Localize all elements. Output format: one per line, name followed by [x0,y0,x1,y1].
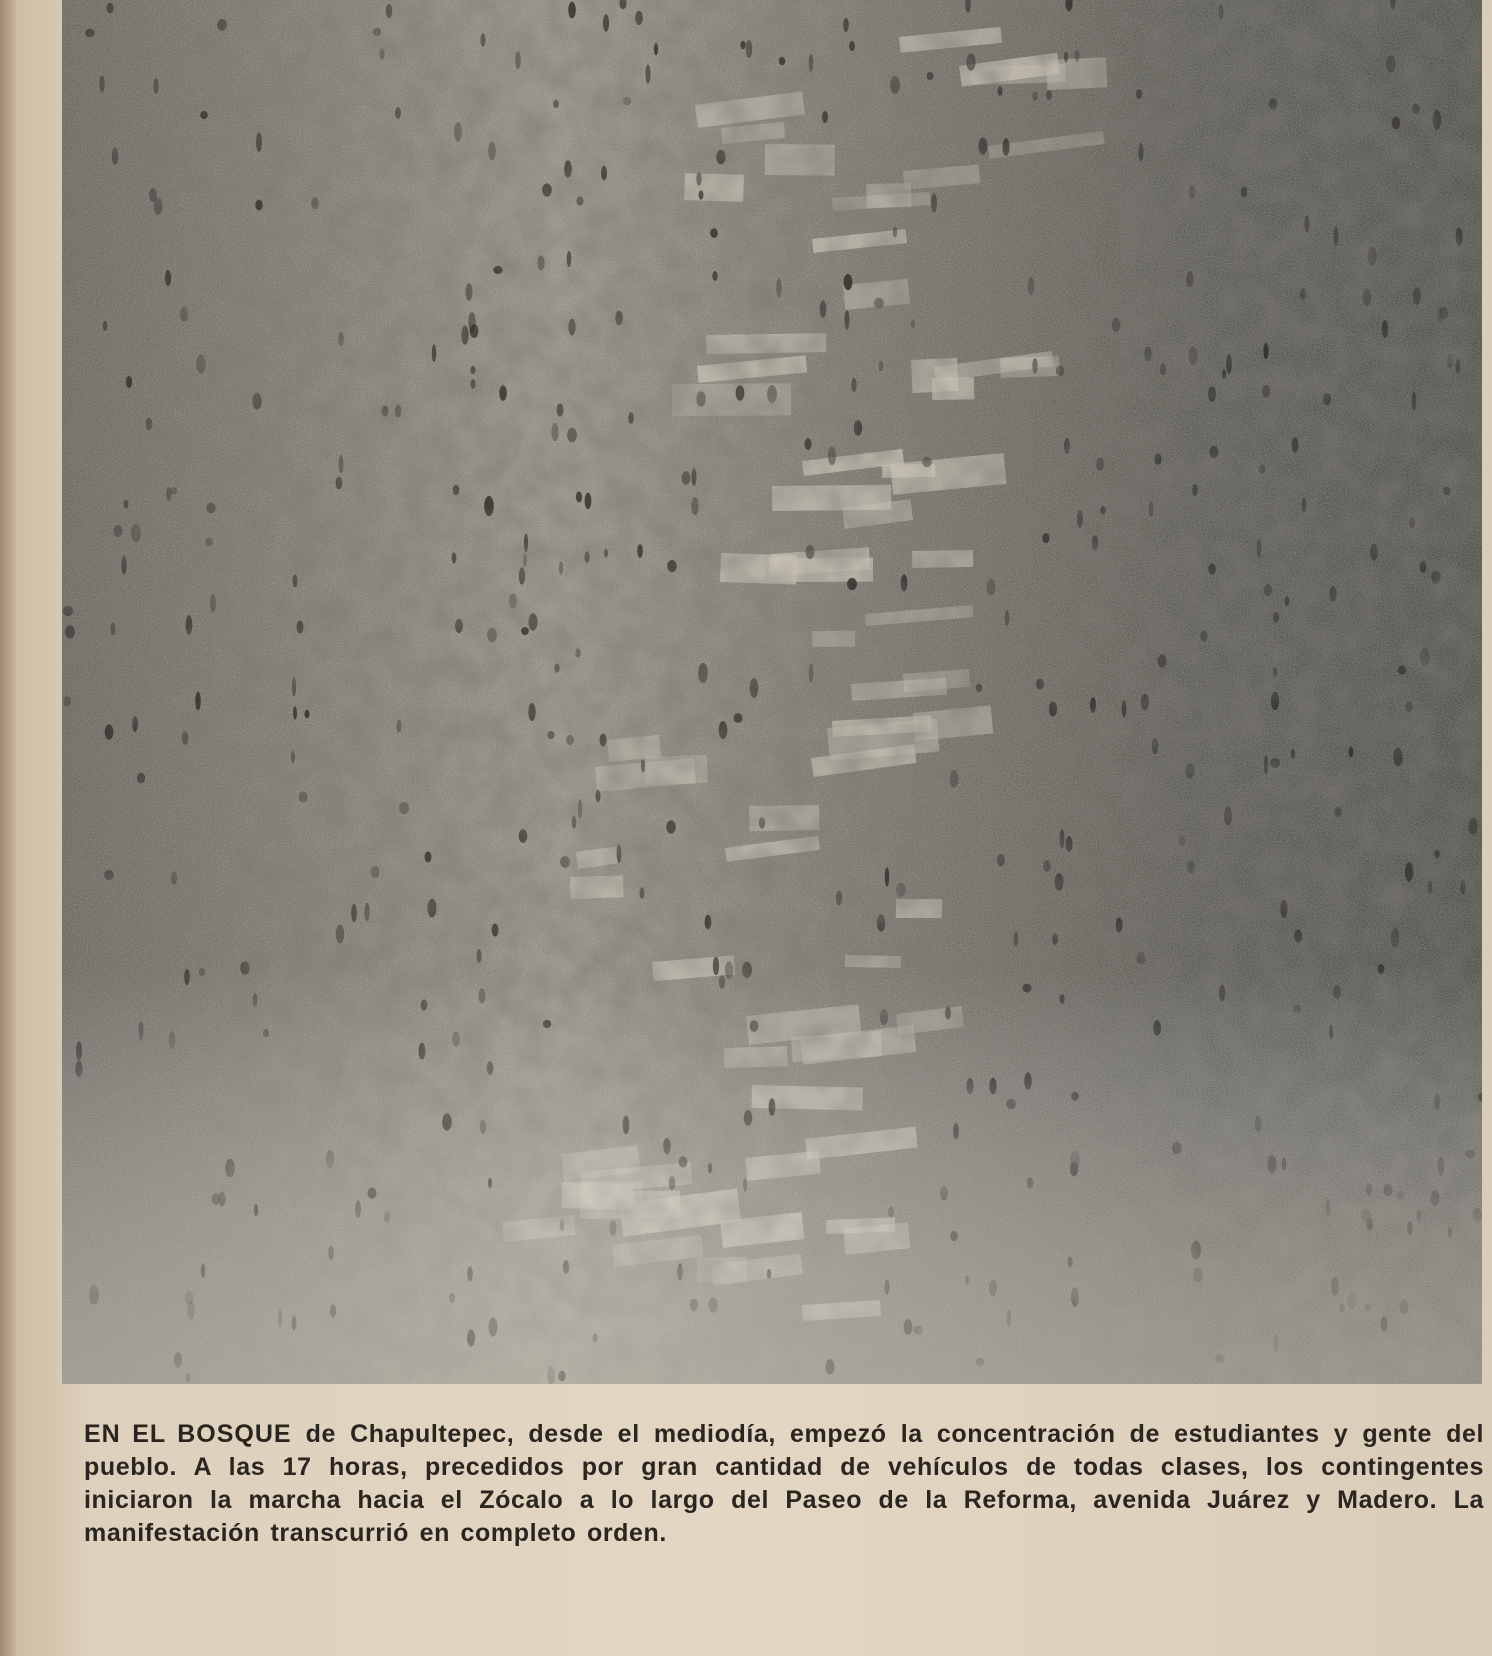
page-edge [0,0,16,1656]
crowd-photo [62,0,1482,1384]
photo-fade [62,0,1482,1384]
caption-body: de Chapultepec, desde el mediodía, empezó la concentración de estudiantes y gente del pueblo. A las 17 horas, precedidos por gran cantidad de vehículos de todas clases, los contingentes iniciaron la marcha hacia el Zócalo a lo largo del Paseo de la Reforma, avenida Juárez y Madero. La manifestación transcurrió en completo orden. [84,1420,1484,1547]
photo-caption [84,1418,1484,1550]
crowd-photo-halftone [62,0,1482,1384]
caption-lead: EN EL BOSQUE [84,1420,292,1448]
